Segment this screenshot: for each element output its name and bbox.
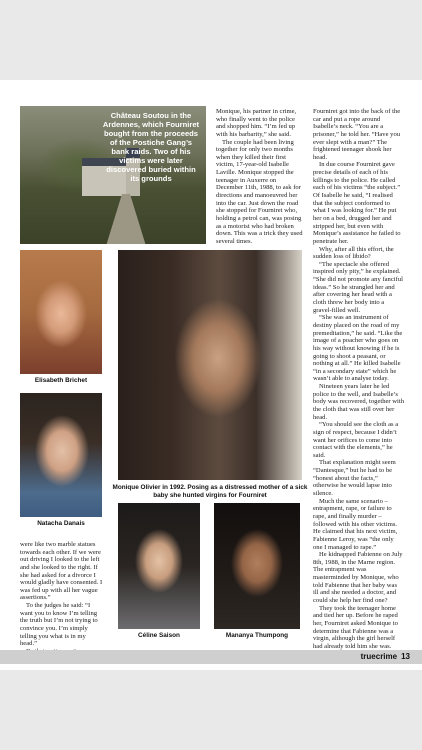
paragraph: were like two marble statues towards each other. If we were out driving I looked to the left and she looked to the right. If she had asked for a divorce I would gladly have consented. I was fed up with all her vague assertions.” [20,541,103,602]
paragraph: They took the teenager home and tied her up. Before he raped her, Fourniret asked Monique to determine that Fabienne was a virgin, although the girl herself had already told him she was. [313,604,398,650]
article-column-right [313,108,404,650]
page-number: 13 [401,652,410,661]
paragraph: He kidnapped Fabienne on July 8th, 1988, in the Marne region. The entrapment was masterminded by Monique, who told Fabienne that her baby was ill and she needed a doctor, and could she help her find one? [313,551,403,604]
natacha-danais-photo [20,393,102,517]
paragraph: Why, after all this effort, the sudden loss of libido? [313,245,394,261]
paragraph: That explanation might seem “Dantesque,” but he had to be “honest about the facts,” otherwise he would lapse into silence. [313,459,396,498]
paragraph: Monique, his partner in crime, who finally went to the police and shopped him. “I’m fed up with his barbarity,” she said. [216,108,297,138]
paragraph: Much the same scenario – entrapment, rape, or failure to rape, and finally murder – followed with his other victims. He claimed that his next victim, Fabienne Leroy, was “the only one I managed to rape.” [313,497,398,551]
page-footer-bar [0,650,422,664]
celine-saison-caption: Céline Saison [138,632,180,639]
article-column-middle [216,108,304,246]
paragraph: Fourniret got into the back of the car and put a rope around Isabelle’s neck. “You are a prisoner,” he told her. “Have you ever slept with a man?” The frightened teenager shook her head. [313,108,401,161]
elisabeth-brichet-photo [20,250,102,374]
paragraph: “The spectacle she offered inspired only pity,” he explained. “She did not promote any fanciful ideas.” So he strangled her and after covering her head with a cloth threw her body into a gravel-filled well. [313,260,403,314]
natacha-danais-caption: Natacha Danais [37,520,85,527]
paragraph: The couple had been living together for only two months when they killed their first victim, 17-year-old Isabelle Laville. Monique stopped the teenager in Auxerre on December 11th, 1988, to ask for directions and manoeuvred her into the car. Just down the road she stopped for Fourniret who, holding a petrol can, was posing as a motorist who had broken down. This was a trick they used several times. [216,138,303,245]
monique-olivier-caption: Monique Olivier in 1992. Posing as a distressed mother of a sick baby she hunted virgins for Fourniret [112,484,308,499]
paragraph: To the judges he said: “I want you to know I’m telling the truth but I’m not trying to convince you. I’m simply telling you what is in my head.” [20,602,98,648]
celine-saison-photo [118,503,200,629]
paragraph: “She was an instrument of destiny placed on the road of my premeditation,” he said. “Like the image of a poacher who goes on his way without knowing if he is going to shoot a peasant, or nothing at all.” He killed Isabelle “in a secondary state” which he wasn’t able to analyse today. [313,314,403,383]
castle-photo-caption: Château Soutou in the Ardennes, which Fourniret bought from the proceeds of the Postiche Gang’s bank raids. Two of his victims were later discovered buried within its grounds [102,111,200,183]
paragraph: In due course Fourniret gave precise details of each of his killings to the police. He called each of his victims “the subject.” Of Isabelle he said, “I realised that the subject conformed to what I was looking for.” He put her on a bed, drugged her and stripped her, but even with Monique’s assistance he failed to penetrate her. [313,161,401,245]
castle-photo [20,106,206,244]
mananya-thumpong-caption: Mananya Thumpong [225,632,289,639]
paragraph: “You should see the cloth as a sign of respect, because I didn’t want her orifices to come into contact with the elements,” he said. [313,421,399,459]
monique-olivier-photo [118,250,302,480]
magazine-brand: truecrime [360,652,398,661]
paragraph: Nineteen years later he led police to the well, and Isabelle’s body was recovered, together with the cloth that was still over her head. [313,383,404,421]
castle-driveway [106,194,146,244]
elisabeth-brichet-caption: Elisabeth Brichet [34,377,88,384]
magazine-footer [361,650,410,664]
article-column-left [20,541,104,656]
mananya-thumpong-photo [214,503,300,629]
